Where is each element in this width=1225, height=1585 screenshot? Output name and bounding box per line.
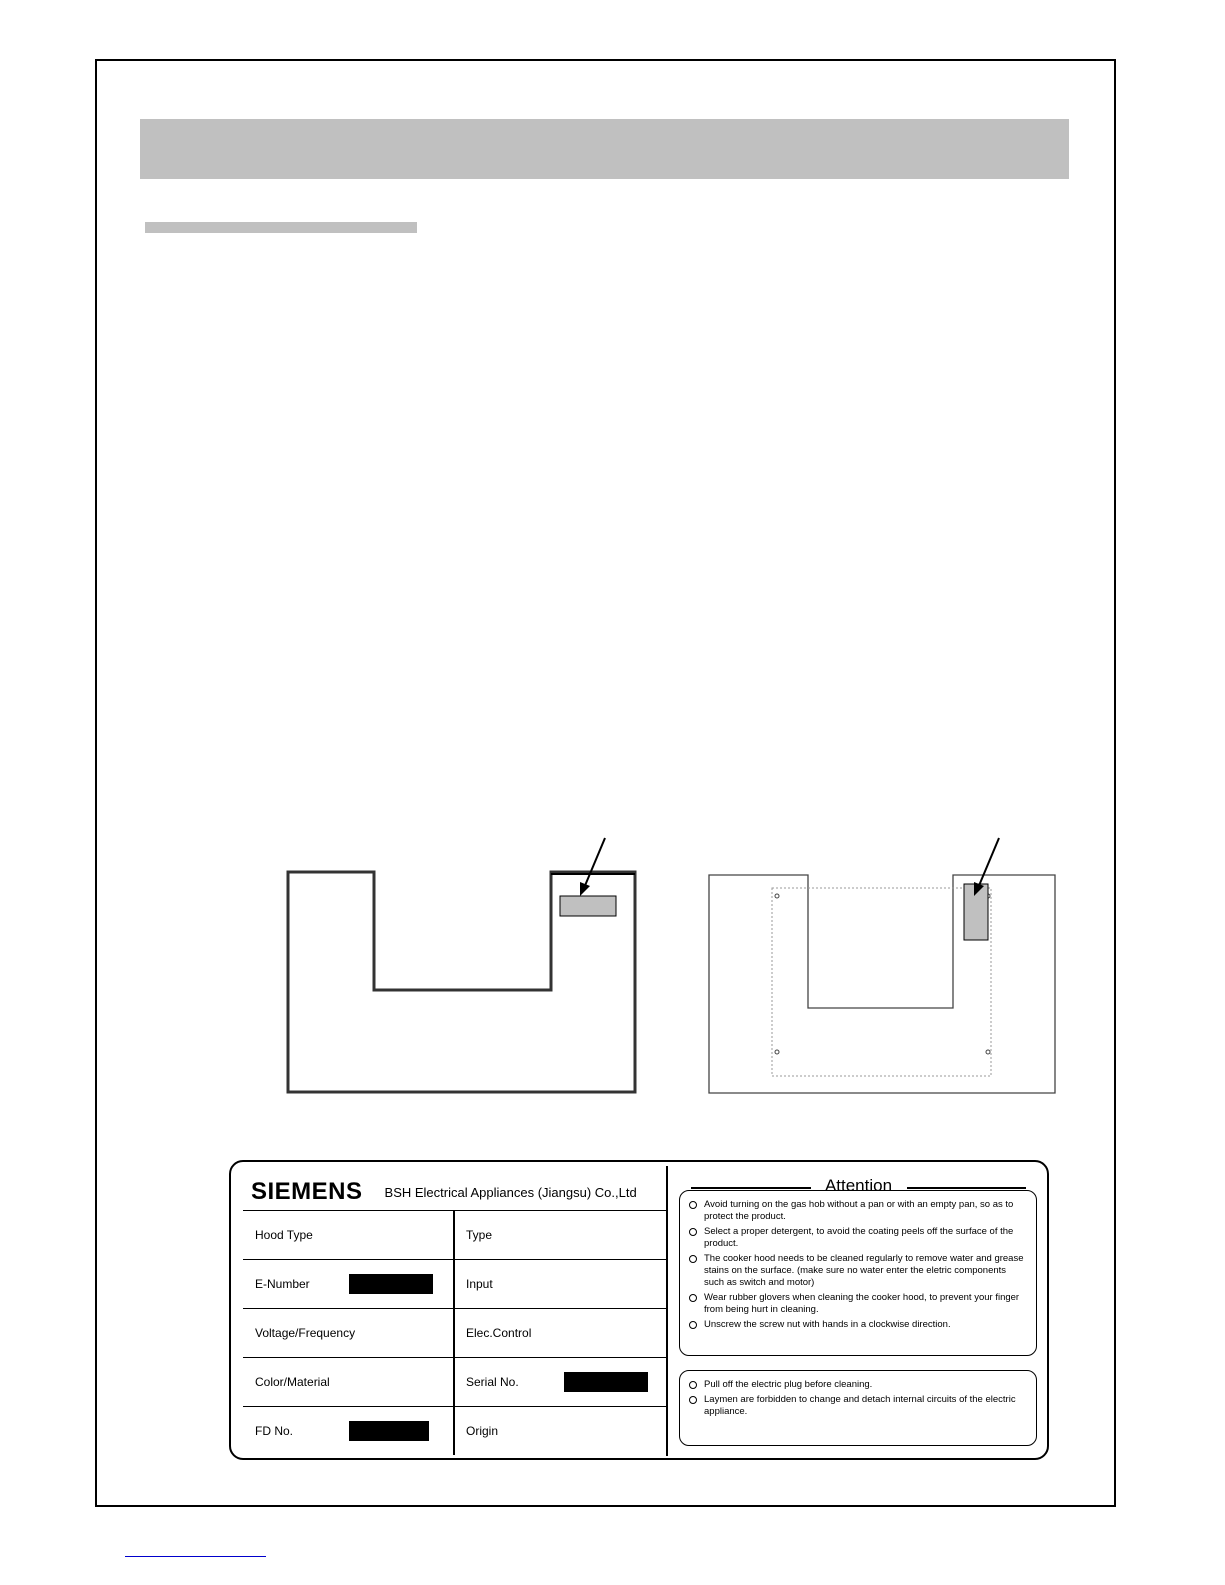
nameplate-divider (666, 1166, 668, 1456)
field-label: Hood Type (255, 1228, 313, 1242)
label-position-marker-left (560, 896, 616, 916)
footer-link-underline (125, 1556, 266, 1557)
redacted-value (349, 1274, 433, 1294)
attention-item: The cooker hood needs to be cleaned regularly to remove water and grease stains on the surface. (make sure no water enter the eletric components such as switch and motor) (688, 1253, 1028, 1289)
redacted-value (349, 1421, 429, 1441)
warning-item: Laymen are forbidden to change and detach internal circuits of the electric appliance. (688, 1394, 1028, 1418)
table-row (243, 1406, 666, 1455)
table-row (243, 1259, 666, 1308)
warning-box (679, 1370, 1037, 1446)
table-row (243, 1210, 666, 1259)
company-name: BSH Electrical Appliances (Jiangsu) Co.,Ltd (384, 1184, 637, 1200)
table-row (243, 1308, 666, 1357)
field-label: Type (466, 1228, 493, 1242)
field-label: FD No. (255, 1424, 294, 1438)
field-label: Color/Material (255, 1375, 330, 1389)
warning-item: Pull off the electric plug before cleaning. (688, 1379, 1028, 1391)
attention-title: Attention (824, 1176, 893, 1195)
attention-item: Wear rubber glovers when cleaning the cooker hood, to prevent your finger from being hurt in cleaning. (688, 1292, 1028, 1316)
field-label: Serial No. (466, 1375, 519, 1389)
brand-logo: SIEMENS (251, 1178, 363, 1205)
nameplate-header (251, 1174, 637, 1210)
field-label: Elec.Control (466, 1326, 532, 1340)
hood-outline-right (709, 875, 1055, 1093)
field-label: Input (466, 1277, 493, 1291)
pointer-arrow-right (978, 838, 999, 888)
pointer-arrow-left (584, 838, 605, 888)
field-label: Origin (466, 1424, 499, 1438)
hood-diagram-right (705, 830, 1065, 1100)
attention-box (679, 1190, 1037, 1356)
attention-item: Select a proper detergent, to avoid the coating peels off the surface of the product. (688, 1226, 1028, 1250)
subsection-header-bar (145, 222, 417, 233)
nameplate-info-panel (231, 1162, 666, 1458)
field-label: E-Number (255, 1277, 310, 1291)
attention-item: Avoid turning on the gas hob without a pan or with an empty pan, so as to protect the product. (688, 1199, 1028, 1223)
hood-diagram-left (280, 830, 650, 1100)
redacted-value (564, 1372, 648, 1392)
section-header-bar (140, 119, 1069, 179)
table-row (243, 1357, 666, 1406)
nameplate-table (243, 1210, 666, 1455)
rating-nameplate (229, 1160, 1049, 1460)
attention-item: Unscrew the screw nut with hands in a clockwise direction. (688, 1319, 1028, 1331)
field-label: Voltage/Frequency (255, 1326, 356, 1340)
